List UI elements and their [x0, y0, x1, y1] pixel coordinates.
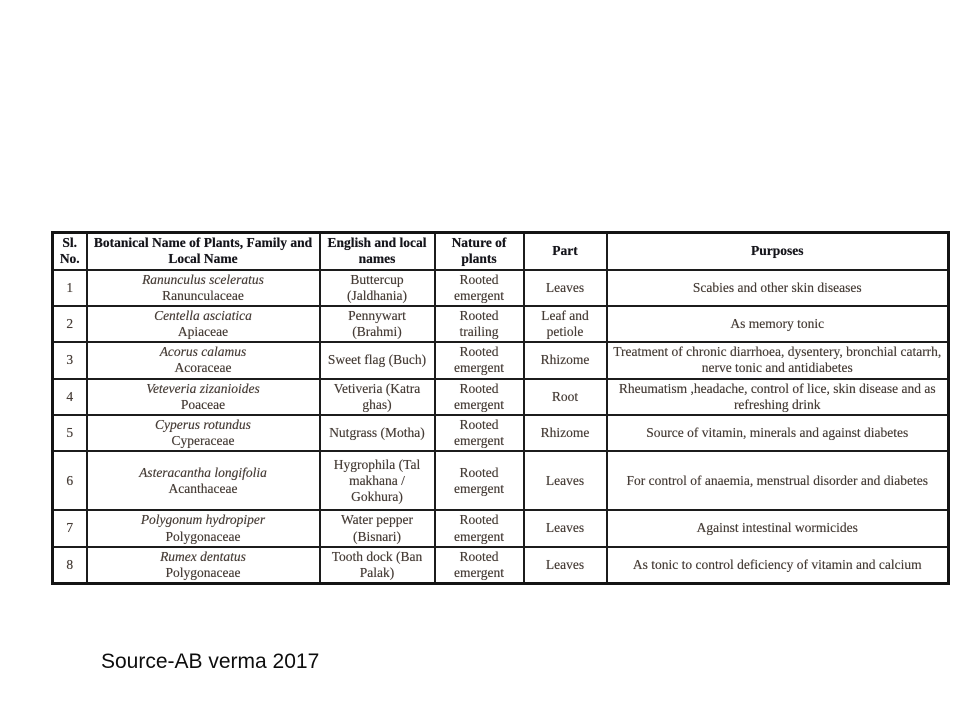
cell-botanical: [87, 547, 320, 584]
cell-sl-no: 4: [53, 379, 87, 415]
table-header: [53, 233, 949, 270]
cell-nature: Rooted emergent: [435, 451, 524, 510]
cell-part: Leaves: [524, 547, 607, 584]
cell-botanical: [87, 415, 320, 451]
cell-purpose: Rheumatism ,headache, control of lice, skin disease and as refreshing drink: [607, 379, 949, 415]
header-english-names: English and local names: [320, 233, 435, 270]
header-botanical-name: Botanical Name of Plants, Family and Local Name: [87, 233, 320, 270]
cell-purpose: Treatment of chronic diarrhoea, dysentery, bronchial catarrh, nerve tonic and antidiabetes: [607, 342, 949, 378]
header-sl-no: Sl. No.: [53, 233, 87, 270]
botanical-name: Centella asciatica: [154, 307, 252, 323]
botanical-name: Polygonum hydropiper: [140, 512, 266, 528]
botanical-name: Rumex dentatus: [160, 548, 246, 564]
family-name: Acanthaceae: [168, 480, 238, 496]
cell-sl-no: 5: [53, 415, 87, 451]
cell-sl-no: 2: [53, 306, 87, 342]
cell-part: Leaves: [524, 451, 607, 510]
cell-english: Sweet flag (Buch): [320, 342, 435, 378]
table-row: [53, 306, 949, 342]
table-row: [53, 342, 949, 378]
cell-purpose: For control of anaemia, menstrual disorder and diabetes: [607, 451, 949, 510]
cell-nature: Rooted emergent: [435, 510, 524, 546]
cell-part: Rhizome: [524, 415, 607, 451]
header-purposes: Purposes: [607, 233, 949, 270]
cell-nature: Rooted trailing: [435, 306, 524, 342]
cell-part: Leaves: [524, 510, 607, 546]
cell-part: Leaf and petiole: [524, 306, 607, 342]
cell-part: Root: [524, 379, 607, 415]
botanical-name: Asteracantha longifolia: [139, 464, 267, 480]
cell-botanical: [87, 270, 320, 306]
cell-nature: Rooted emergent: [435, 270, 524, 306]
cell-nature: Rooted emergent: [435, 415, 524, 451]
family-name: Apiaceae: [177, 324, 229, 340]
table-row: [53, 451, 949, 510]
cell-purpose: As tonic to control deficiency of vitamin and calcium: [607, 547, 949, 584]
header-part: Part: [524, 233, 607, 270]
family-name: Polygonaceae: [165, 564, 241, 580]
cell-purpose: As memory tonic: [607, 306, 949, 342]
botanical-name: Ranunculus sceleratus: [142, 271, 264, 287]
cell-purpose: Against intestinal wormicides: [607, 510, 949, 546]
botanical-name: Acorus calamus: [159, 344, 247, 360]
cell-nature: Rooted emergent: [435, 547, 524, 584]
cell-sl-no: 3: [53, 342, 87, 378]
cell-purpose: Source of vitamin, minerals and against diabetes: [607, 415, 949, 451]
table-row: [53, 510, 949, 546]
family-name: Ranunculaceae: [162, 287, 244, 303]
header-row: [53, 233, 949, 270]
family-name: Cyperaceae: [171, 433, 235, 449]
cell-part: Leaves: [524, 270, 607, 306]
cell-botanical: [87, 510, 320, 546]
cell-botanical: [87, 379, 320, 415]
cell-sl-no: 1: [53, 270, 87, 306]
cell-nature: Rooted emergent: [435, 379, 524, 415]
source-note: Source-AB verma 2017: [101, 650, 320, 673]
cell-sl-no: 7: [53, 510, 87, 546]
header-nature: Nature of plants: [435, 233, 524, 270]
cell-english: Pennywart (Brahmi): [320, 306, 435, 342]
cell-english: Hygrophila (Tal makhana / Gokhura): [320, 451, 435, 510]
table-body: [53, 270, 949, 584]
cell-botanical: [87, 451, 320, 510]
cell-english: Buttercup (Jaldhania): [320, 270, 435, 306]
cell-english: Water pepper (Bisnari): [320, 510, 435, 546]
cell-botanical: [87, 306, 320, 342]
plants-table: [51, 231, 950, 585]
cell-english: Nutgrass (Motha): [320, 415, 435, 451]
cell-sl-no: 8: [53, 547, 87, 584]
cell-purpose: Scabies and other skin diseases: [607, 270, 949, 306]
table-row: [53, 547, 949, 584]
table-row: [53, 415, 949, 451]
cell-nature: Rooted emergent: [435, 342, 524, 378]
cell-english: Vetiveria (Katra ghas): [320, 379, 435, 415]
cell-sl-no: 6: [53, 451, 87, 510]
family-name: Acoraceae: [174, 360, 232, 376]
cell-english: Tooth dock (Ban Palak): [320, 547, 435, 584]
table-row: [53, 379, 949, 415]
botanical-name: Veteveria zizanioides: [146, 380, 260, 396]
family-name: Polygonaceae: [165, 528, 241, 544]
family-name: Poaceae: [180, 396, 226, 412]
cell-botanical: [87, 342, 320, 378]
botanical-name: Cyperus rotundus: [155, 417, 251, 432]
cell-part: Rhizome: [524, 342, 607, 378]
table-row: [53, 270, 949, 306]
